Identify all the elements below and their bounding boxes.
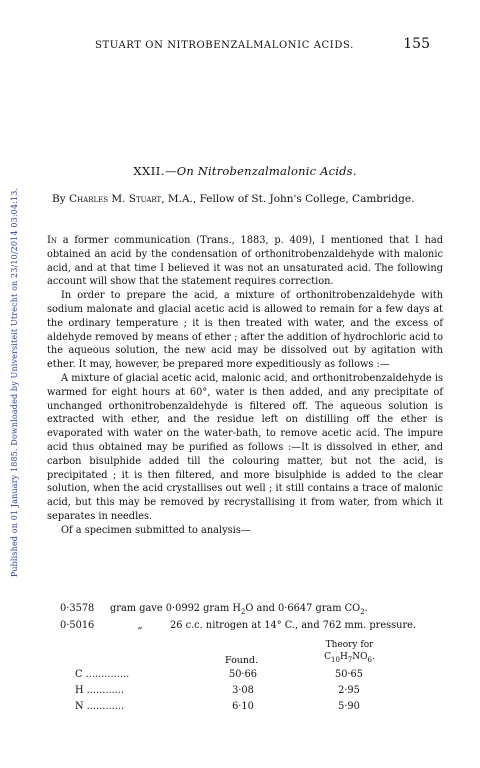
element-label: C .............. (75, 669, 130, 680)
article-title (50, 164, 440, 178)
download-stamp-text: Published on 01 January 1885. Downloaded by Universiteit Utrecht on 23/10/2014 03:04:13. (10, 187, 20, 578)
formula-part: NO (352, 652, 368, 662)
sample-mass-1: 0·3578 (60, 603, 95, 614)
running-title: STUART ON NITROBENZALMALONIC ACIDS. (95, 40, 354, 51)
result-row (75, 685, 395, 701)
paragraph-1 (47, 234, 443, 289)
paragraph-2: In order to prepare the acid, a mixture of orthonitrobenzaldehyde with sodium malonate and glacial acetic acid is allowed to remain for a few days at the ordinary temperature ; it is then treated with water, and the excess of aldehyde removed by means of ether ; after the addition of hydrochloric acid to the aqueous solution, the new acid may be dissolved out by agitation with ether. It may, however, be prepared more expeditiously as follows :— (47, 290, 443, 371)
article-number: XXII. (133, 164, 165, 178)
analysis-line-2 (60, 617, 440, 634)
theory-value: 2·95 (338, 685, 360, 696)
paragraph-3: A mixture of glacial acetic acid, malonic acid, and orthonitrobenzaldehyde is warmed for eight hours at 60°, water is then added, and any precipitate of unchanged orthonitrobenzaldehyde is filtered off. The aqueous solution is extracted with ether, and the residue left on distilling off the ether is evaporated with water on the water-bath, to remove acetic acid. The impure acid thus obtained may be purified as follows :—It is dissolved in ether, and carbon bisulphide added till the colouring matter, but not the acid, is precipitated ; it is then filtered, and more bisulphide is added to the clear solution, when the acid crystallises out well ; it still contains a trace of malonic acid, but this may be removed by recrystallising it from water, from which it separates in needles. (47, 372, 443, 522)
formula-part: C (324, 652, 332, 662)
theory-header-line: Theory for (325, 640, 374, 650)
article-title-text: On Nitrobenzalmalonic Acids. (176, 164, 357, 178)
found-value: 50·66 (228, 669, 258, 680)
download-stamp (8, 80, 22, 685)
combustion-result: gram gave 0·0992 gram $H_2O$ and 0·6647 gram $CO_2$. (110, 603, 368, 616)
paragraph-1-lead: In (47, 235, 57, 246)
theory-header (307, 639, 392, 663)
formula-part: . (372, 652, 375, 662)
formula-part: 6 (367, 655, 372, 664)
found-value: 3·08 (232, 685, 254, 696)
page-number: 155 (403, 36, 430, 52)
found-header: Found. (225, 655, 259, 666)
analysis-data (60, 600, 440, 634)
author-affiliation: , M.A., Fellow of St. John's College, Cambridge. (161, 193, 415, 205)
theory-value: 5·90 (338, 701, 360, 712)
running-header (95, 36, 430, 52)
sample-mass-2: 0·5016 (60, 620, 95, 631)
analysis-line-1 (60, 600, 440, 617)
formula-part: 10 (331, 655, 340, 664)
result-rows (75, 669, 395, 717)
paragraph-1-text: a former communication (Trans., 1883, p. 409), I mentioned that I had obtained an acid by the condensation of orthonitrobenzaldehyde with malonic acid, and at that time I believed it was not an unsaturated acid. The following account will show that the statement requires correction. (47, 235, 443, 288)
result-row (75, 701, 395, 717)
formula-part: H (339, 652, 348, 662)
element-label: N ............ (75, 701, 125, 712)
element-label: H ............ (75, 685, 125, 696)
formula-part: 7 (347, 655, 353, 664)
formula (307, 651, 392, 663)
results-header (75, 639, 395, 669)
article-body (47, 234, 443, 538)
byline (52, 192, 442, 207)
theory-value: 50·65 (334, 669, 364, 680)
byline-by: By (52, 193, 66, 205)
title-dash: — (164, 164, 177, 178)
nitrogen-result: 26 c.c. nitrogen at 14° C., and 762 mm. pressure. (170, 620, 417, 631)
found-value: 6·10 (232, 701, 254, 712)
results-table (75, 639, 395, 717)
ditto-mark: „ (137, 620, 143, 631)
result-row (75, 669, 395, 685)
author-name: Charles M. Stuart (69, 193, 162, 205)
paragraph-4: Of a specimen submitted to analysis— (61, 524, 251, 536)
